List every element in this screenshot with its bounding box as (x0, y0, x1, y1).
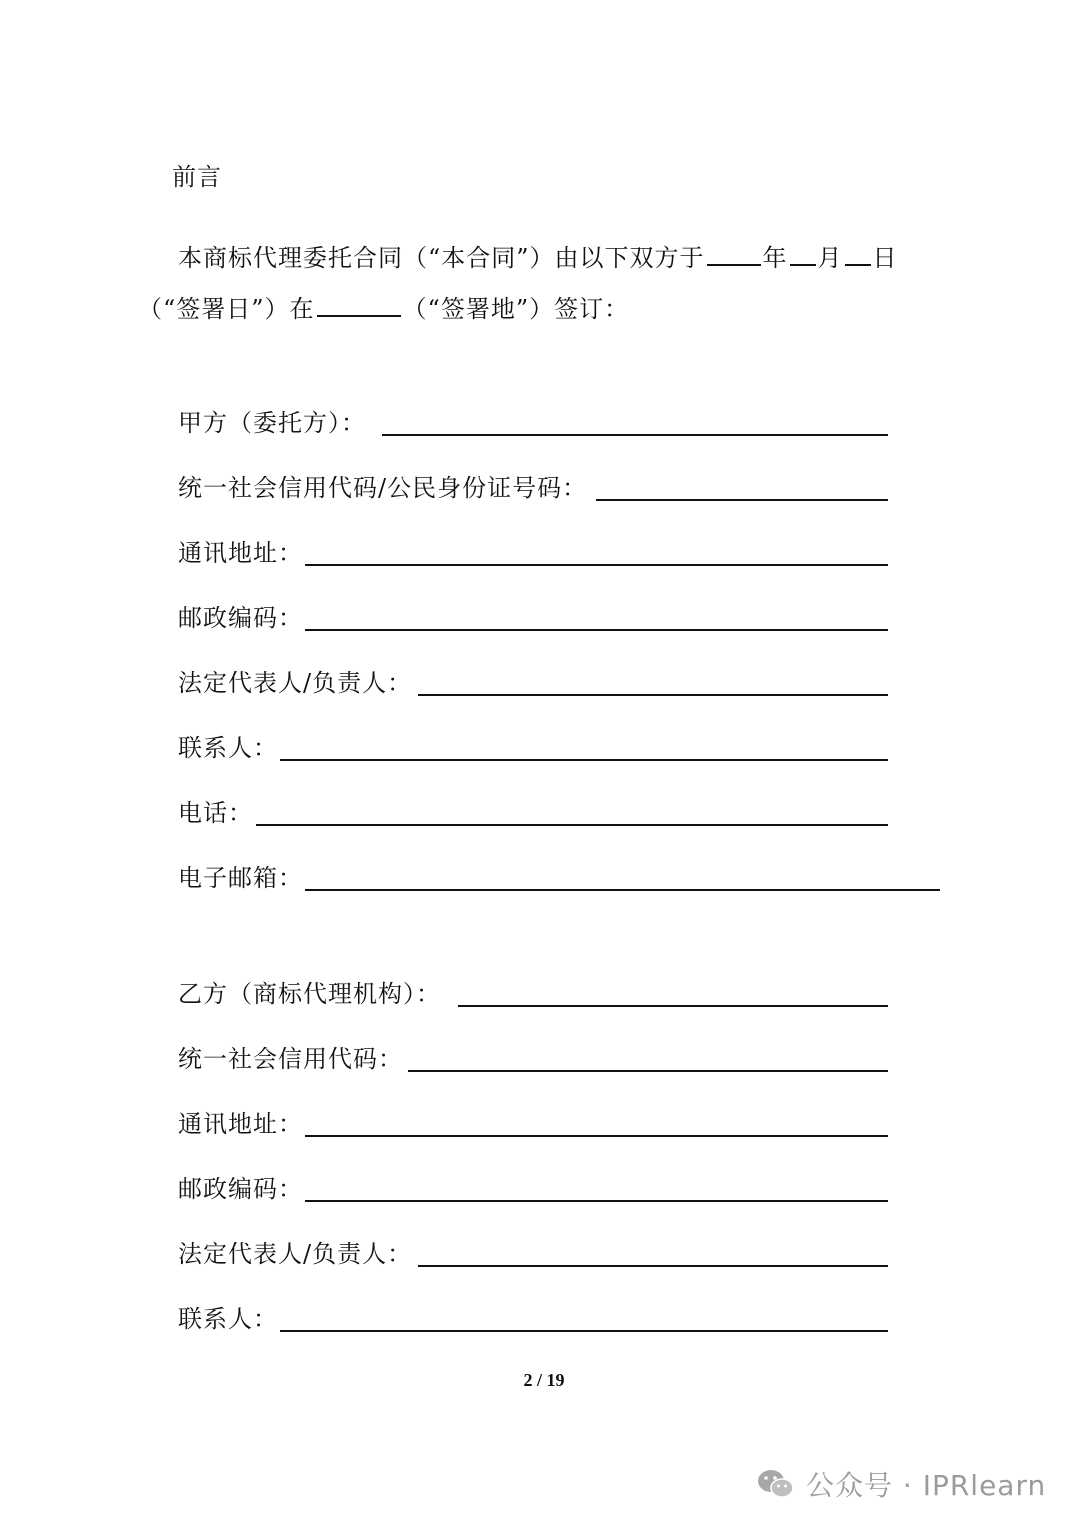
party-a-address-field[interactable] (305, 564, 888, 566)
party-b-name-field[interactable] (458, 1005, 888, 1007)
year-blank (707, 242, 761, 266)
page-number: 2 / 19 (523, 1370, 565, 1390)
party-a-postcode-label: 邮政编码： (178, 604, 303, 632)
party-a-email-label: 电子邮箱： (178, 864, 303, 892)
section-heading: 前言 (172, 163, 222, 191)
watermark-text: 公众号 · IPRlearn (806, 1469, 1047, 1502)
year-label: 年 (762, 244, 788, 272)
party-a-contact-label: 联系人： (178, 734, 278, 762)
party-b-legal-rep-field[interactable] (418, 1265, 888, 1267)
intro-text-1: 本商标代理委托合同（“本合同”）由以下双方于 (178, 244, 705, 272)
place-blank (317, 293, 401, 317)
watermark (756, 1462, 1046, 1506)
party-a-name-label: 甲方（委托方）： (178, 409, 366, 437)
party-a-legal-rep-label: 法定代表人/负责人： (178, 669, 413, 697)
day-label: 日 (872, 244, 898, 272)
party-a-credit-code-field[interactable] (596, 499, 888, 501)
party-b-credit-code-field[interactable] (408, 1070, 888, 1072)
party-b-contact-field[interactable] (280, 1330, 888, 1332)
intro-text-3: （“签署地”）签订： (402, 295, 630, 323)
month-label: 月 (817, 244, 843, 272)
party-a-name-field[interactable] (382, 434, 888, 436)
party-b-postcode-label: 邮政编码： (178, 1175, 303, 1203)
month-blank (790, 242, 816, 266)
party-b-address-field[interactable] (305, 1135, 888, 1137)
party-b-postcode-field[interactable] (305, 1200, 888, 1202)
party-a-phone-field[interactable] (256, 824, 888, 826)
intro-text-2: （“签署日”）在 (138, 295, 315, 323)
party-b-contact-label: 联系人： (178, 1305, 278, 1333)
party-b-legal-rep-label: 法定代表人/负责人： (178, 1240, 413, 1268)
party-a-legal-rep-field[interactable] (418, 694, 888, 696)
wechat-icon (756, 1467, 796, 1501)
party-a-address-label: 通讯地址： (178, 539, 303, 567)
intro-line-1 (178, 242, 898, 272)
party-a-postcode-field[interactable] (305, 629, 888, 631)
party-a-contact-field[interactable] (280, 759, 888, 761)
day-blank (845, 242, 871, 266)
party-a-credit-code-label: 统一社会信用代码/公民身份证号码： (178, 474, 588, 502)
party-b-credit-code-label: 统一社会信用代码： (178, 1045, 403, 1073)
intro-line-2 (138, 293, 629, 323)
party-b-name-label: 乙方（商标代理机构）： (178, 980, 441, 1008)
party-a-email-field[interactable] (305, 889, 940, 891)
party-b-address-label: 通讯地址： (178, 1110, 303, 1138)
party-a-phone-label: 电话： (178, 799, 253, 827)
